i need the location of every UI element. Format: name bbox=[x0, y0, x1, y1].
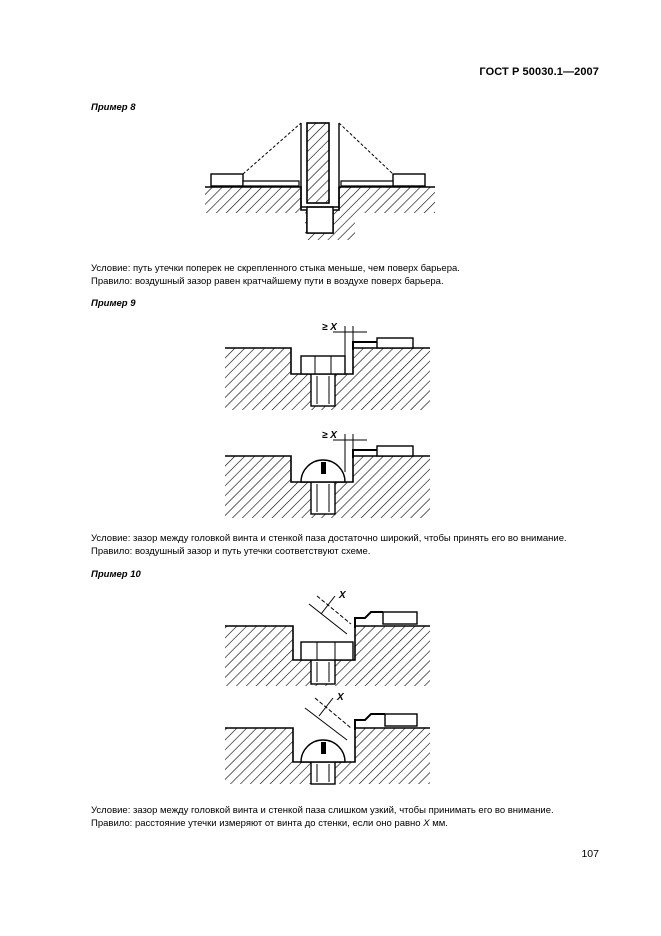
example-10-round-screw-diagram bbox=[225, 690, 430, 786]
example-9b-dimension-label: ≥ X bbox=[322, 430, 337, 441]
example-8-rule: Правило: воздушный зазор равен кратчайшему пути в воздухе поверх барьера. bbox=[91, 276, 444, 287]
example-10-rule-variable: X bbox=[423, 818, 430, 829]
example-8-diagram bbox=[195, 115, 445, 245]
example-10-rule-suffix: мм. bbox=[429, 818, 448, 829]
example-10-hex-screw-diagram bbox=[225, 588, 430, 688]
example-10b-dimension-label: X bbox=[337, 692, 344, 703]
example-9-condition: Условие: зазор между головкой винта и стенкой паза достаточно широкий, чтобы принять его во внимание. bbox=[91, 533, 567, 544]
example-10-dimension-label: X bbox=[339, 590, 346, 601]
example-9-hex-screw-diagram bbox=[225, 318, 430, 410]
page-number: 107 bbox=[581, 848, 599, 860]
document-standard-header: ГОСТ Р 50030.1—2007 bbox=[479, 66, 599, 78]
example-10-condition: Условие: зазор между головкой винта и стенкой паза слишком узкий, чтобы принимать его во внимание. bbox=[91, 805, 554, 816]
example-9-title: Пример 9 bbox=[91, 298, 136, 309]
example-9-rule: Правило: воздушный зазор и путь утечки соответствуют схеме. bbox=[91, 546, 371, 557]
example-9-round-screw-diagram bbox=[225, 426, 430, 518]
example-8-condition: Условие: путь утечки поперек не скрепленного стыка меньше, чем поверх барьера. bbox=[91, 263, 460, 274]
example-10-title: Пример 10 bbox=[91, 569, 141, 580]
example-8-title: Пример 8 bbox=[91, 102, 136, 113]
example-10-rule-prefix: Правило: расстояние утечки измеряют от винта до стенки, если оно равно bbox=[91, 818, 424, 829]
example-9-dimension-label: ≥ X bbox=[322, 322, 337, 333]
example-10-rule bbox=[91, 817, 448, 830]
